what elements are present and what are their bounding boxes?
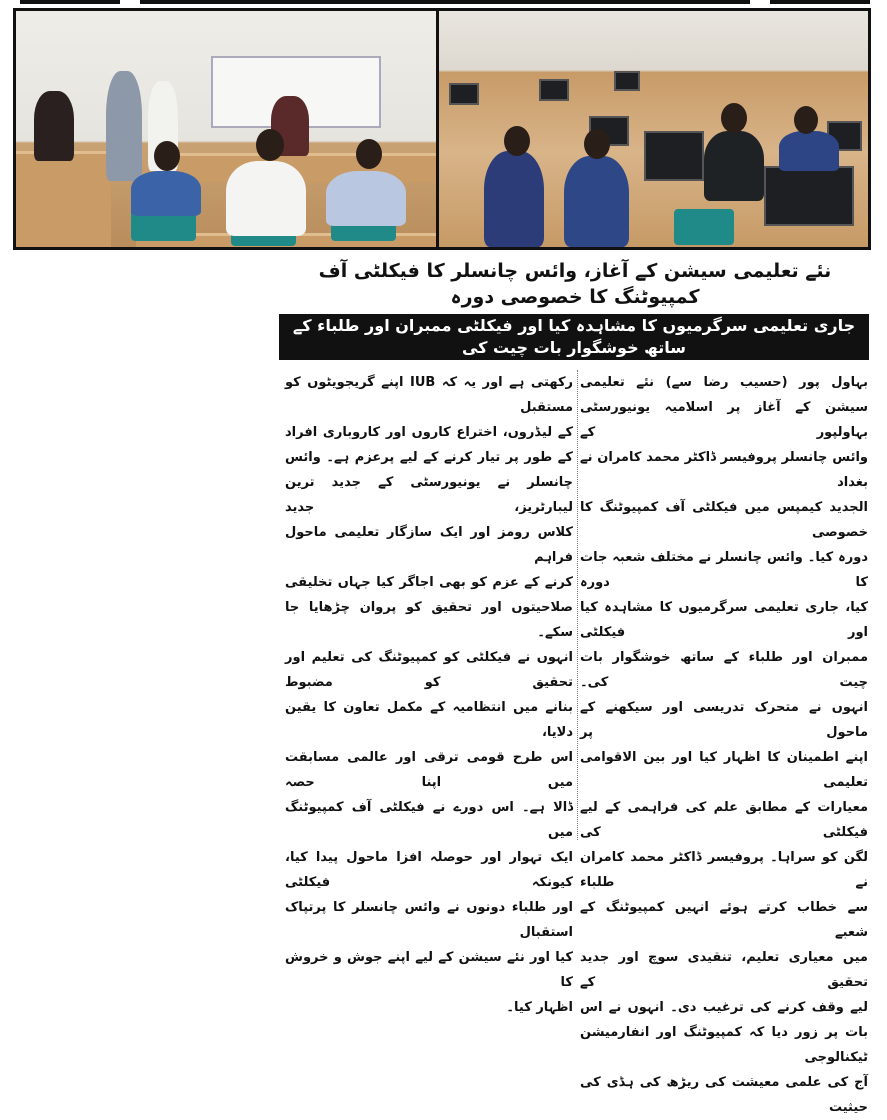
article-line: وائس چانسلر پروفیسر ڈاکٹر محمد کامران نے بغداد	[580, 450, 868, 490]
head	[256, 129, 284, 161]
person	[326, 171, 406, 226]
person	[106, 71, 142, 181]
monitor	[614, 71, 640, 91]
article-line: کے طور پر تیار کرنے کے لیے پرعزم ہے۔ وائس	[285, 450, 573, 465]
article-line: کیا اور نئے سیشن کے لیے اپنے جوش و خروش کا	[285, 950, 573, 990]
monitor	[449, 83, 479, 105]
desk	[16, 151, 111, 247]
article-line: کرنے کے عزم کو بھی اجاگر کیا جہاں تخلیقی	[285, 575, 573, 590]
article-line: دورہ کیا۔ وائس چانسلر نے مختلف شعبہ جات کا دورہ	[580, 550, 868, 590]
article-line: کے لیڈروں، اختراع کاروں اور کاروباری افراد	[285, 425, 573, 440]
person	[704, 131, 764, 201]
border-segment	[140, 0, 750, 4]
head	[154, 141, 180, 171]
article-line: ڈالا ہے۔ اس دورے نے فیکلٹی آف کمپیوٹنگ میں	[285, 800, 573, 840]
article-line: انہوں نے متحرک تدریسی اور سیکھنے کے ماحول پر	[580, 700, 868, 740]
person	[484, 151, 544, 247]
article-column-right	[580, 370, 868, 1120]
article-line: کیا، جاری تعلیمی سرگرمیوں کا مشاہدہ کیا اور فیکلٹی	[580, 600, 868, 640]
article-column-left	[285, 370, 573, 1020]
article-line: کلاس رومز اور ایک سازگار تعلیمی ماحول فراہم	[285, 525, 573, 565]
headline: نئے تعلیمی سیشن کے آغاز، وائس چانسلر کا فیکلٹی آف کمپیوٹنگ کا خصوصی دورہ	[318, 260, 832, 308]
article-line: اظہار کیا۔	[506, 1000, 573, 1015]
article-line: ایک تہوار اور حوصلہ افزا ماحول پیدا کیا، کیونکہ فیکلٹی	[285, 850, 573, 890]
head	[721, 103, 747, 133]
person	[131, 171, 201, 216]
article-line: چانسلر نے یونیورسٹی کے جدید ترین لیبارٹریز، جدید	[285, 475, 573, 515]
article-line: اس طرح قومی ترقی اور عالمی مسابقت میں اپنا حصہ	[285, 750, 573, 790]
article-line: بنانے میں انتظامیہ کے مکمل تعاون کا یقین دلایا،	[285, 700, 573, 740]
article-line: انہوں نے فیکلٹی کو کمپیوٹنگ کی تعلیم اور تحقیق کو مضبوط	[285, 650, 573, 690]
article-line: صلاحیتوں اور تحقیق کو پروان چڑھایا جا سکے۔	[285, 600, 573, 640]
monitor	[764, 166, 854, 226]
article-line: بہاول پور (حسیب رضا سے) نئے تعلیمی	[580, 375, 868, 390]
head	[584, 129, 610, 159]
person	[34, 91, 74, 161]
article-line: الجدید کیمپس میں فیکلٹی آف کمپیوٹنگ کا خصوصی	[580, 500, 868, 540]
photo-computer-lab	[439, 11, 868, 247]
head	[356, 139, 382, 169]
article-line: آج کی علمی معیشت کی ریڑھ کی ہڈی کی حیثیت	[580, 1075, 868, 1115]
photo-strip	[13, 8, 871, 250]
chair	[674, 209, 734, 245]
article-line: سیشن کے آغاز پر اسلامیہ یونیورسٹی بہاولپور کے	[580, 400, 868, 440]
head	[794, 106, 818, 134]
article-line: اپنے اطمینان کا اظہار کیا اور بین الاقوامی تعلیمی	[580, 750, 868, 790]
border-segment	[770, 0, 870, 4]
head	[504, 126, 530, 156]
article-line: میں معیاری تعلیم، تنقیدی سوچ اور جدید تحقیق کے	[580, 950, 868, 990]
article-line: بات پر زور دیا کہ کمپیوٹنگ اور انفارمیشن ٹیکنالوجی	[580, 1025, 868, 1065]
person	[226, 161, 306, 236]
border-segment	[20, 0, 120, 4]
article-line: لگن کو سراہا۔ پروفیسر ڈاکٹر محمد کامران نے طلباء	[580, 850, 868, 890]
article-line: معیارات کے مطابق علم کی فراہمی کے لیے فیکلٹی کی	[580, 800, 868, 840]
column-divider	[577, 370, 578, 840]
top-border	[0, 0, 887, 6]
article-line: ممبران اور طلباء کے ساتھ خوشگوار بات چیت کی۔	[580, 650, 868, 690]
article-line: رکھتی ہے اور یہ کہ IUB اپنے گریجویٹوں کو مستقبل	[285, 375, 573, 415]
article-line: سے خطاب کرتے ہوئے انہیں کمپیوٹنگ کے شعبے	[580, 900, 868, 940]
monitor	[539, 79, 569, 101]
article-line: لیے وقف کرنے کی ترغیب دی۔ انہوں نے اس	[580, 1000, 868, 1015]
person	[779, 131, 839, 171]
photo-classroom-whiteboard	[16, 11, 436, 247]
subheadline-banner: جاری تعلیمی سرگرمیوں کا مشاہدہ کیا اور فیکلٹی ممبران اور طلباء کے ساتھ خوشگوار بات چیت کی	[279, 314, 869, 360]
article-line: اور طلباء دونوں نے وائس چانسلر کا پرتپاک استقبال	[285, 900, 573, 940]
person	[564, 156, 629, 247]
monitor	[644, 131, 704, 181]
